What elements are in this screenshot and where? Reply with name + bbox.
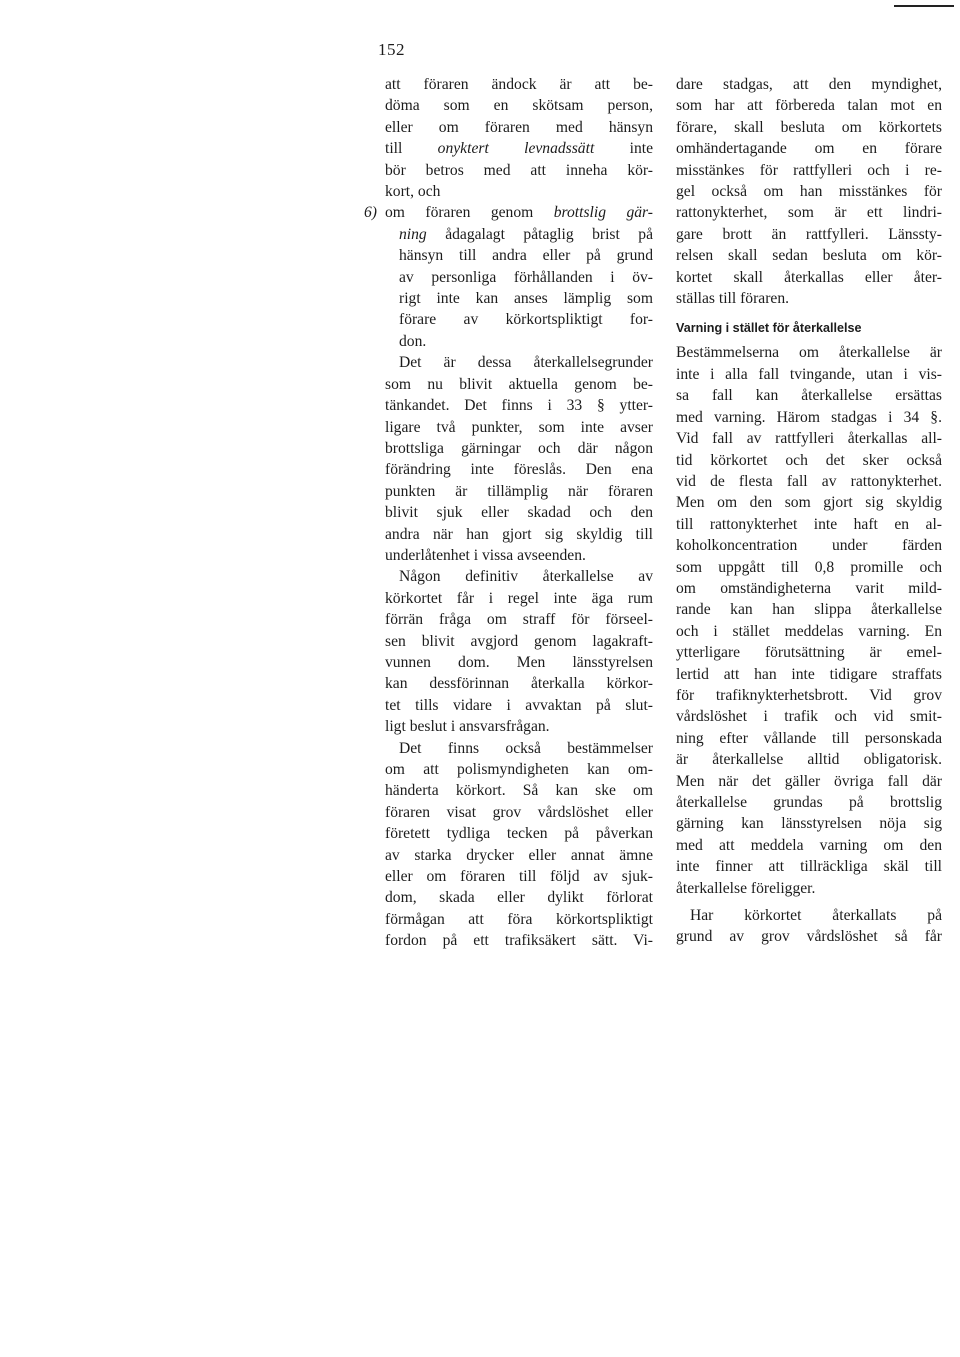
text-line: rigt inte kan anses lämplig som: [399, 290, 653, 308]
text-line: ställas till föraren.: [676, 290, 790, 308]
text-line: inte i alla fall tvingande, utan i vis-: [676, 365, 942, 383]
paragraph: [385, 352, 653, 566]
italic-word: levnadssätt: [524, 140, 595, 158]
text-line: inte finner att tillräckliga skäl till: [676, 858, 942, 876]
paragraph: [385, 738, 653, 952]
text-line: bör betros med att inneha kör-: [385, 161, 653, 179]
header-rule: [894, 5, 954, 7]
text-line: eller om föraren till följd av sjuk-: [385, 868, 653, 886]
text-line: omhändertagande om en förare: [676, 140, 942, 158]
left-column: [364, 74, 653, 952]
text-line: misstänkes för rattfylleri och i re-: [676, 161, 942, 179]
text-line: blivit sjuk eller skadad och den: [385, 504, 653, 522]
text-line: döma som en skötsam person,: [385, 97, 653, 115]
paragraph: [676, 342, 942, 899]
text-line: sa fall kan återkallelse ersättas: [676, 387, 942, 405]
italic-phrase: ning: [399, 225, 427, 243]
text-line: kort, och: [385, 183, 441, 201]
text-line: Men om den som gjort sig skyldig: [676, 494, 942, 512]
text-line: om att polismyndigheten kan om-: [385, 761, 653, 778]
text-line: och i stället meddelas varning. En: [676, 622, 942, 640]
text-line: Någon definitiv återkallelse av: [399, 568, 653, 586]
text-line: punkten är tillämplig när föraren: [385, 482, 653, 500]
list-marker: 6): [364, 204, 377, 222]
text-line: förare av körkortspliktigt for-: [399, 311, 653, 329]
text-line: som har att förbereda talan mot en: [676, 97, 942, 115]
text-line: andra när han gjort sig skyldig till: [385, 525, 653, 543]
text-line: kan dessförinnan återkalla körkor-: [385, 675, 653, 693]
text-line: föraren visat grov vårdslöshet eller: [385, 803, 653, 821]
text-line: är återkallelse alltid obligatorisk.: [676, 751, 942, 769]
text-line: ning ådagalagt påtaglig brist på: [399, 225, 653, 243]
text-line: förändring inte föreslås. Den ena: [385, 461, 653, 479]
text-line: Men när det gäller övriga fall där: [676, 772, 942, 790]
text-line: Har körkortet återkallats på: [690, 907, 942, 925]
text-line: händerta körkort. Så kan ske om: [385, 782, 653, 800]
text-line: som nu blivit aktuella genom be-: [385, 375, 653, 393]
text-line: ligt beslut i ansvarsfrågan.: [385, 718, 550, 736]
text-line: brottsliga gärningar och där någon: [385, 439, 653, 457]
text-line: återkallelse föreligger.: [676, 879, 816, 897]
text-line: av personliga förhållanden i öv-: [399, 268, 653, 286]
scan-edge: [0, 0, 960, 6]
paragraph: [676, 905, 942, 948]
paragraph: [676, 74, 942, 309]
text-line: vårdslöshet i trafik och vid smit-: [676, 708, 942, 726]
text-line: återkallelse grundas på brottslig: [676, 794, 942, 811]
text-line: tet tills vidare i avvaktan på slut-: [385, 696, 653, 714]
text-line: gare brott än rattfylleri. Länssty-: [676, 225, 942, 243]
text-line-italic-phrase: till onyktert levnadssätt inte: [385, 140, 653, 158]
text-line: av starka drycker eller annat ämne: [385, 846, 653, 864]
text-line: tänkandet. Det finns i 33 § ytter-: [385, 397, 653, 415]
paragraph: [385, 566, 653, 737]
text-line: om föraren genom brottslig gär-: [385, 204, 653, 222]
section-heading: Varning i stället för återkallelse: [676, 321, 862, 336]
text-line: körkortet får i regel inte äga rum: [385, 589, 653, 607]
text-line: koholkoncentration under färden: [676, 537, 942, 555]
text-line: företett tydliga tecken på påverkan: [385, 825, 653, 843]
text-line: Bestämmelserna om återkallelse är: [676, 344, 942, 362]
page-number: 152: [378, 40, 405, 59]
text-line: dare stadgas, att den myndighet,: [676, 76, 942, 93]
text-line: sen blivit avgjord genom lagakraft-: [385, 632, 653, 650]
text-line: kortet skall återkallas eller åter-: [676, 268, 942, 286]
text-line: hänsyn till andra eller på grund: [399, 247, 653, 265]
right-column: [676, 74, 942, 948]
text-line: dom, skada eller dylikt förlorat: [385, 889, 653, 907]
text-line: relsen skall sedan besluta om kör-: [676, 247, 942, 265]
text-line: Vid fall av rattfylleri återkallas all-: [676, 430, 942, 448]
italic-word: onykter: [437, 140, 485, 158]
text-line: gel också om han misstänkes för: [676, 183, 942, 201]
text-line: don.: [399, 332, 427, 350]
text-line: fordon på ett trafiksäkert sätt. Vi-: [385, 932, 653, 950]
text-line: förare, skall besluta om körkortets: [676, 118, 942, 136]
text-line: lertid att han inte tidigare straffats: [676, 665, 942, 683]
text-line: om omständigheterna varit mild-: [676, 579, 942, 597]
text-line: Det är dessa återkallelsegrunder: [399, 354, 653, 372]
text-line: förmågan att föra körkortspliktigt: [385, 910, 653, 928]
text-line: som uppgått till 0,8 promille och: [676, 558, 942, 576]
text-line: för trafiknykterhetsbrott. Vid grov: [676, 686, 942, 704]
text-line: rande kan han slippa återkallelse: [676, 601, 942, 619]
text-line: förrän fråga om straff för förseel-: [385, 611, 653, 629]
italic-phrase: brottslig gär-: [553, 204, 653, 222]
text-line: tid körkortet och det sker också: [676, 451, 942, 469]
text-line: ligare två punkter, som inte avser: [385, 418, 653, 436]
text-line: ning efter vållande till personskada: [676, 729, 942, 747]
text-line: ytterligare förutsättning är emel-: [676, 644, 942, 662]
text-line: Det finns också bestämmelser: [399, 739, 653, 757]
list-item-6: [364, 202, 653, 352]
text-line: grund av grov vårdslöshet så får: [676, 928, 942, 946]
text-line: rattonykterhet, som är ett lindri-: [676, 204, 942, 222]
text-line: vunnen dom. Men länsstyrelsen: [385, 653, 653, 671]
text-line: med att meddela varning om den: [676, 836, 942, 854]
text-line: eller om föraren med hänsyn: [385, 118, 653, 136]
text-line: vid de flesta fall av rattonykterhet.: [676, 472, 942, 490]
text-line: med varning. Härom stadgas i 34 §.: [676, 408, 942, 426]
text-line: att föraren ändock är att be-: [385, 76, 653, 93]
text-line: till rattonykterhet inte haft en al-: [676, 515, 942, 533]
text-line: underlåtenhet i vissa avseenden.: [385, 546, 586, 564]
text-line: gärning kan länsstyrelsen nöja sig: [676, 815, 942, 833]
